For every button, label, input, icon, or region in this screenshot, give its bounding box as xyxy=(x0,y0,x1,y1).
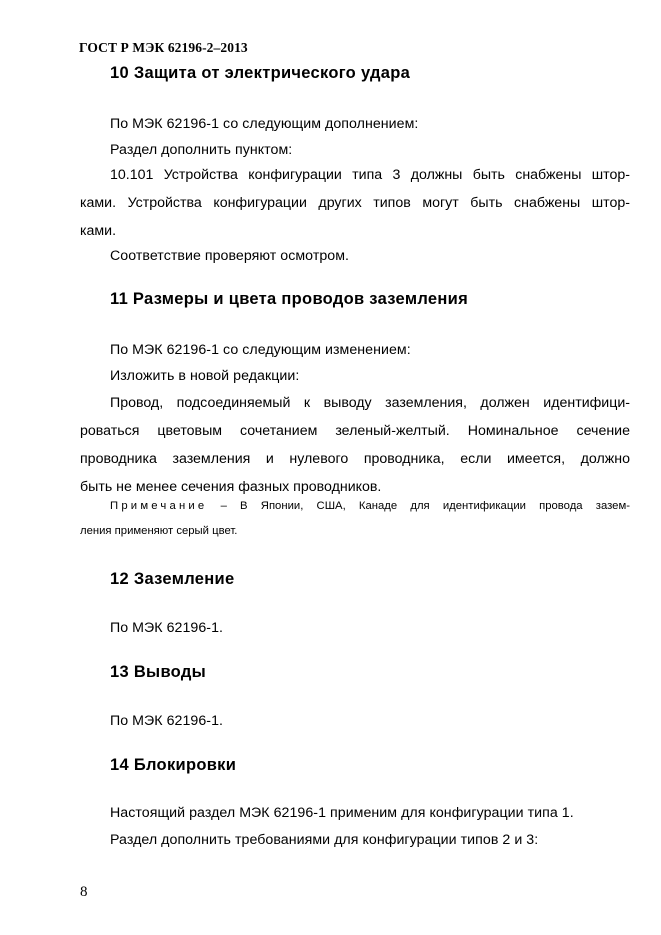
paragraph-line: ками. Устройства конфигурации других типов могут быть снабжены штор- xyxy=(80,195,630,211)
section-14-text-2: Раздел дополнить требованиями для конфигурации типов 2 и 3: xyxy=(110,832,539,848)
section-10-text-4: Соответствие проверяют осмотром. xyxy=(110,248,350,264)
paragraph-line: Провод, подсоединяемый к выводу заземления, должен идентифици- xyxy=(110,395,630,411)
document-header: ГОСТ Р МЭК 62196-2–2013 xyxy=(79,40,248,55)
paragraph-line: быть не менее сечения фазных проводников. xyxy=(80,479,382,495)
paragraph-line: роваться цветовым сочетанием зеленый-желтый. Номинальное сечение xyxy=(80,423,630,439)
section-11-title: 11 Размеры и цвета проводов заземления xyxy=(110,290,468,308)
section-12-text-1: По МЭК 62196-1. xyxy=(110,620,224,636)
section-13-text-1: По МЭК 62196-1. xyxy=(110,713,224,729)
section-10-title: 10 Защита от электрического удара xyxy=(110,64,411,82)
paragraph-line: 10.101 Устройства конфигурации типа 3 должны быть снабжены штор- xyxy=(110,167,630,183)
note-text: – В Японии, США, Канаде для идентификации провода зазем- xyxy=(207,500,630,512)
section-14-title: 14 Блокировки xyxy=(110,756,237,774)
section-10-text-2: Раздел дополнить пунктом: xyxy=(110,142,293,158)
paragraph-line: ками. xyxy=(80,223,117,239)
section-11-note xyxy=(80,494,630,544)
note-line: ления применяют серый цвет. xyxy=(80,525,238,537)
section-10-paragraph xyxy=(80,161,630,245)
section-11-text-2: Изложить в новой редакции: xyxy=(110,368,300,384)
section-11-text-1: По МЭК 62196-1 со следующим изменением: xyxy=(110,342,411,358)
note-label: Примечание xyxy=(110,500,208,512)
section-13-title: 13 Выводы xyxy=(110,663,206,681)
note-line xyxy=(80,494,630,519)
section-14-text-1: Настоящий раздел МЭК 62196-1 применим для конфигурации типа 1. xyxy=(110,805,574,821)
section-10-text-1: По МЭК 62196-1 со следующим дополнением: xyxy=(110,116,419,132)
section-11-paragraph xyxy=(80,389,630,501)
section-12-title: 12 Заземление xyxy=(110,570,235,588)
paragraph-line: проводника заземления и нулевого проводника, если имеется, должно xyxy=(80,451,630,467)
page-number: 8 xyxy=(80,884,88,900)
